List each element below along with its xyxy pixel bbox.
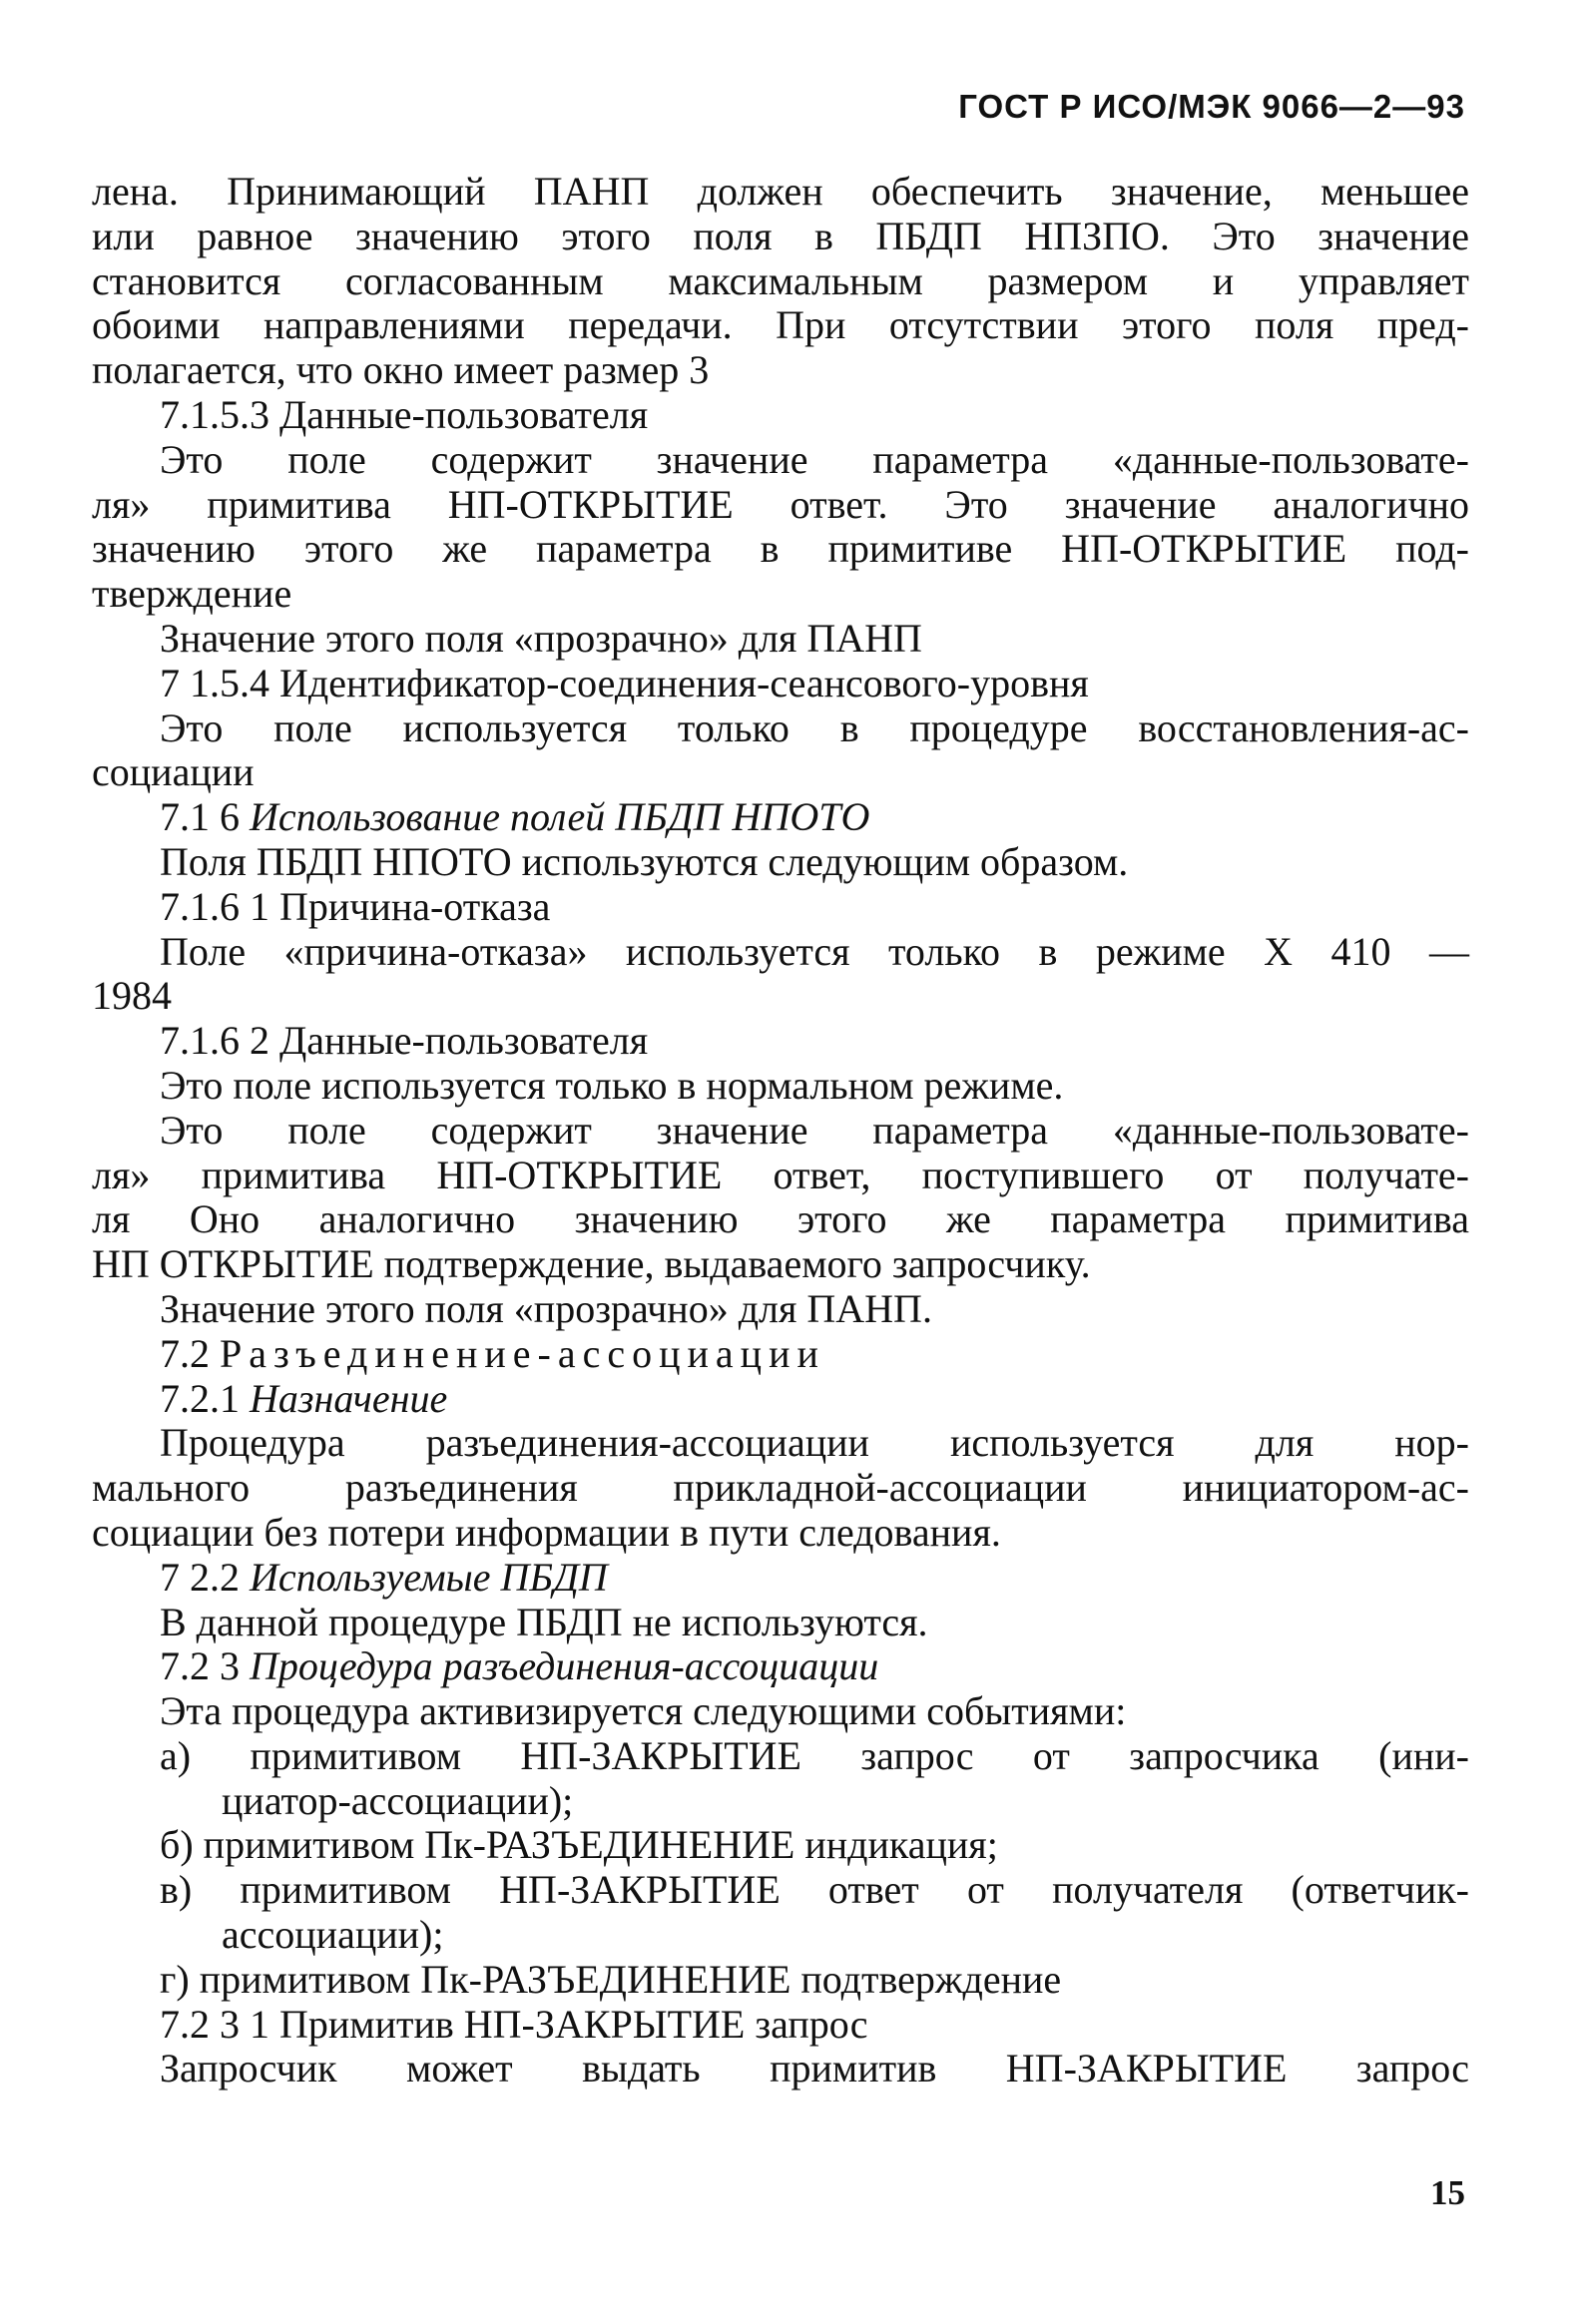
list-item-b: б) примитивом Пк-РАЗЪЕДИНЕНИЕ индикация;: [160, 1822, 998, 1868]
section-title: Назначение: [250, 1375, 448, 1421]
text-line: мального разъединения прикладной-ассоциации инициатором-ас-: [92, 1465, 1469, 1511]
text-line: Это поле используется только в процедуре восстановления-ас-: [160, 704, 1469, 750]
text-line: значению этого же параметра в примитиве НП-ОТКРЫТИЕ под-: [92, 526, 1469, 572]
standard-header: ГОСТ Р ИСО/МЭК 9066—2—93: [958, 88, 1465, 125]
section-title: Разъединение-ассоциации: [220, 1330, 825, 1376]
page-number: 15: [1430, 2173, 1465, 2212]
section-title: Процедура разъединения-ассоциации: [250, 1643, 879, 1689]
section-heading-7-2-3: [92, 1644, 1469, 1689]
text-line: тверждение: [92, 571, 292, 617]
list-item-a: а) примитивом НП-ЗАКРЫТИЕ запрос от запросчика (ини-: [160, 1732, 1469, 1778]
section-heading-7-1-5-4: 7 1.5.4 Идентификатор-соединения-сеансового-уровня: [160, 660, 1089, 705]
section-number: 7 2.2: [160, 1554, 250, 1600]
section-number: 7.2.1: [160, 1375, 250, 1421]
section-number: 7.2: [160, 1330, 220, 1376]
text-line: Это поле используется только в нормальном режиме.: [160, 1062, 1064, 1108]
text-line: ля» примитива НП-ОТКРЫТИЕ ответ, поступившего от получате-: [92, 1152, 1469, 1197]
section-number: 7.2 3: [160, 1643, 250, 1689]
text-line: Поля ПБДП НПОТО используются следующим образом.: [160, 838, 1129, 884]
text-line: Это поле содержит значение параметра «данные-пользовате-: [160, 1107, 1469, 1153]
text-line: обоими направлениями передачи. При отсутствии этого поля пред-: [92, 302, 1469, 348]
text-line: Запросчик может выдать примитив НП-ЗАКРЫТИЕ запрос: [160, 2046, 1469, 2092]
section-heading-7-2-1: [92, 1377, 1469, 1422]
text-line: ля» примитива НП-ОТКРЫТИЕ ответ. Это значение аналогично: [92, 481, 1469, 527]
text-line: ля Оно аналогично значению этого же параметра примитива: [92, 1196, 1469, 1242]
section-heading-7-1-5-3: 7.1.5.3 Данные-пользователя: [160, 391, 649, 437]
section-number: 7.1 6: [160, 794, 250, 840]
section-heading-7-2-2: [92, 1556, 1469, 1601]
text-line: Это поле содержит значение параметра «данные-пользовате-: [160, 436, 1469, 482]
text-line: Значение этого поля «прозрачно» для ПАНП.: [160, 1285, 932, 1331]
text-line: лена. Принимающий ПАНП должен обеспечить значение, меньшее: [92, 169, 1469, 214]
text-line: НП ОТКРЫТИЕ подтверждение, выдаваемого запросчику.: [92, 1241, 1091, 1287]
list-item-a-continuation: циатор-ассоциации);: [222, 1777, 574, 1823]
text-line: Процедура разъединения-ассоциации используется для нор-: [160, 1420, 1469, 1466]
text-line: В данной процедуре ПБДП не используются.: [160, 1599, 928, 1644]
section-heading-7-2-3-1: 7.2 3 1 Примитив НП-ЗАКРЫТИЕ запрос: [160, 2001, 868, 2047]
list-item-g: г) примитивом Пк-РАЗЪЕДИНЕНИЕ подтверждение: [160, 1956, 1062, 2002]
list-item-v: в) примитивом НП-ЗАКРЫТИЕ ответ от получателя (ответчик-: [160, 1867, 1469, 1913]
section-heading-7-2: [92, 1332, 1469, 1377]
text-line: социации: [92, 749, 255, 795]
text-line: или равное значению этого поля в ПБДП НПЗПО. Это значение: [92, 213, 1469, 258]
section-title: Используемые ПБДП: [250, 1554, 608, 1600]
body-text: [92, 170, 1469, 2092]
text-line: становится согласованным максимальным размером и управляет: [92, 257, 1469, 303]
section-heading-7-1-6-1: 7.1.6 1 Причина-отказа: [160, 883, 551, 929]
text-line: Поле «причина-отказа» используется только в режиме X 410 —: [160, 928, 1469, 974]
text-line: полагается, что окно имеет размер 3: [92, 347, 710, 393]
section-title: Использование полей ПБДП НПОТО: [250, 794, 870, 840]
list-item-v-continuation: ассоциации);: [222, 1912, 444, 1958]
section-heading-7-1-6: [92, 795, 1469, 840]
text-line: социации без потери информации в пути следования.: [92, 1509, 1001, 1555]
section-heading-7-1-6-2: 7.1.6 2 Данные-пользователя: [160, 1018, 649, 1064]
text-line: Эта процедура активизируется следующими событиями:: [160, 1688, 1127, 1734]
text-line: Значение этого поля «прозрачно» для ПАНП: [160, 615, 922, 661]
text-line: 1984: [92, 973, 172, 1019]
